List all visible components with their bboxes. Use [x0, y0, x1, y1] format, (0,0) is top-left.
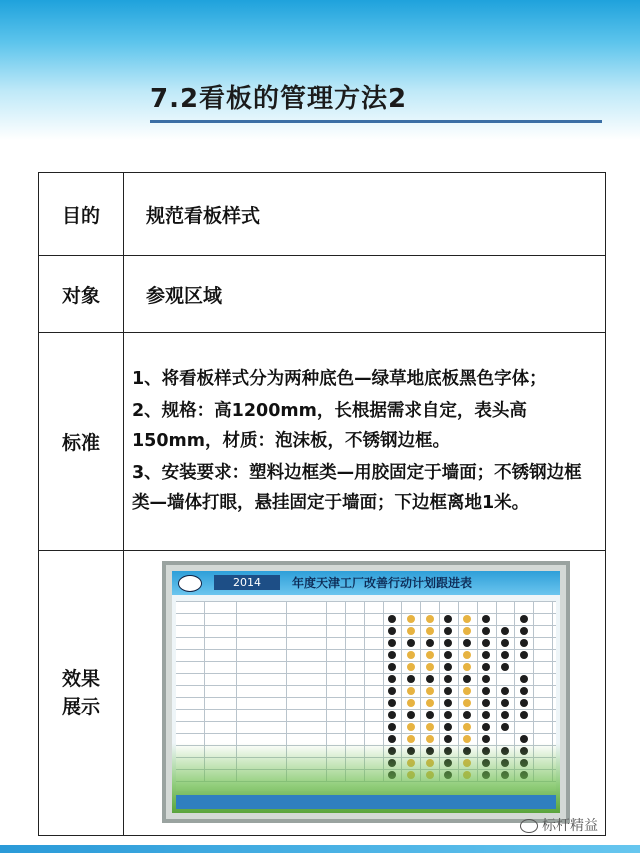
grid-line	[176, 661, 556, 662]
progress-dot	[520, 699, 528, 707]
progress-dot	[426, 675, 434, 683]
progress-dot	[407, 687, 415, 695]
table-row	[39, 551, 606, 836]
progress-dot	[501, 651, 509, 659]
grid-line	[176, 625, 556, 626]
progress-dot	[444, 615, 452, 623]
progress-dot	[407, 615, 415, 623]
progress-dot	[426, 663, 434, 671]
progress-dot	[520, 639, 528, 647]
progress-dot	[444, 675, 452, 683]
progress-dot	[426, 711, 434, 719]
progress-dot	[407, 639, 415, 647]
table-row	[39, 333, 606, 551]
progress-dot	[407, 627, 415, 635]
progress-dot	[444, 687, 452, 695]
progress-dot	[482, 711, 490, 719]
grid-line	[176, 685, 556, 686]
board-surface	[172, 571, 560, 813]
progress-dot	[482, 687, 490, 695]
progress-dot	[463, 699, 471, 707]
board-footer-strip	[176, 795, 556, 809]
progress-dot	[444, 699, 452, 707]
tracking-board-photo	[162, 561, 570, 823]
progress-dot	[463, 687, 471, 695]
grid-line	[176, 613, 556, 614]
grid-line	[176, 637, 556, 638]
progress-dot	[407, 699, 415, 707]
progress-dot	[482, 615, 490, 623]
board-year: 2014	[214, 575, 280, 590]
progress-dot	[388, 663, 396, 671]
progress-dot	[520, 627, 528, 635]
standard-item-3: 3、安装要求：塑料边框类—用胶固定于墙面；不锈钢边框类—墙体打眼，悬挂固定于墙面；下边框离地1米。	[132, 462, 582, 513]
progress-dot	[501, 723, 509, 731]
progress-dot	[463, 723, 471, 731]
bottom-accent-bar	[0, 845, 640, 853]
progress-dot	[426, 699, 434, 707]
progress-dot	[520, 651, 528, 659]
progress-dot	[520, 615, 528, 623]
progress-dot	[407, 663, 415, 671]
row-value-standard	[124, 333, 606, 551]
table-row	[39, 173, 606, 256]
progress-dot	[463, 675, 471, 683]
progress-dot	[501, 663, 509, 671]
progress-dot	[501, 699, 509, 707]
grid-line	[176, 733, 556, 734]
progress-dot	[482, 663, 490, 671]
progress-dot	[482, 723, 490, 731]
progress-dot	[444, 639, 452, 647]
grid-line	[176, 709, 556, 710]
watermark	[520, 815, 598, 835]
row-value-object: 参观区域	[124, 256, 606, 333]
grid-line	[176, 697, 556, 698]
progress-dot	[520, 687, 528, 695]
progress-dot	[444, 651, 452, 659]
progress-dot	[463, 651, 471, 659]
progress-dot	[388, 723, 396, 731]
standard-item-2: 2、规格：高1200mm，长根据需求自定，表头高150mm，材质：泡沫板，不锈钢边框。	[132, 400, 527, 451]
board-header	[172, 571, 560, 595]
progress-dot	[444, 735, 452, 743]
row-label-object: 对象	[39, 256, 124, 333]
progress-dot	[520, 675, 528, 683]
progress-dot	[426, 687, 434, 695]
progress-dot	[482, 675, 490, 683]
progress-dot	[520, 735, 528, 743]
row-label-effect: 效果 展示	[39, 551, 124, 836]
progress-dot	[463, 627, 471, 635]
progress-dot	[501, 711, 509, 719]
progress-dot	[426, 735, 434, 743]
progress-dot	[407, 723, 415, 731]
progress-dot	[444, 711, 452, 719]
progress-dot	[388, 627, 396, 635]
title-underline	[150, 120, 602, 123]
progress-dot	[520, 711, 528, 719]
progress-dot	[407, 651, 415, 659]
header-gradient-band	[0, 0, 640, 140]
progress-dot	[501, 687, 509, 695]
progress-dot	[388, 639, 396, 647]
progress-dot	[444, 627, 452, 635]
method-table	[38, 172, 606, 836]
progress-dot	[407, 735, 415, 743]
progress-dot	[482, 639, 490, 647]
grid-line	[176, 721, 556, 722]
progress-dot	[482, 651, 490, 659]
progress-dot	[463, 663, 471, 671]
slide-title: 7.2看板的管理方法2	[150, 84, 408, 114]
grid-line	[176, 673, 556, 674]
progress-dot	[463, 615, 471, 623]
progress-dot	[388, 651, 396, 659]
progress-dot	[444, 723, 452, 731]
progress-dot	[426, 639, 434, 647]
grid-line	[176, 601, 556, 602]
progress-dot	[501, 627, 509, 635]
row-value-effect	[124, 551, 606, 836]
progress-dot	[426, 627, 434, 635]
grid-line	[176, 649, 556, 650]
progress-dot	[426, 651, 434, 659]
progress-dot	[388, 699, 396, 707]
progress-dot	[463, 639, 471, 647]
progress-dot	[426, 723, 434, 731]
progress-dot	[388, 687, 396, 695]
progress-dot	[482, 735, 490, 743]
progress-dot	[482, 699, 490, 707]
progress-dot	[463, 711, 471, 719]
progress-dot	[388, 735, 396, 743]
wechat-icon	[520, 819, 538, 833]
progress-dot	[426, 615, 434, 623]
progress-dot	[388, 711, 396, 719]
progress-dot	[407, 711, 415, 719]
progress-dot	[444, 663, 452, 671]
company-logo-icon	[178, 575, 202, 592]
progress-dot	[501, 639, 509, 647]
row-value-purpose: 规范看板样式	[124, 173, 606, 256]
watermark-text: 标杆精益	[542, 818, 598, 834]
progress-dot	[482, 627, 490, 635]
row-label-standard: 标准	[39, 333, 124, 551]
progress-dot	[388, 675, 396, 683]
progress-dot	[407, 675, 415, 683]
board-title: 年度天津工厂改善行动计划跟进表	[292, 576, 473, 590]
table-row	[39, 256, 606, 333]
standard-item-1: 1、将看板样式分为两种底色—绿草地底板黑色字体；	[132, 368, 547, 389]
progress-dot	[463, 735, 471, 743]
row-label-purpose: 目的	[39, 173, 124, 256]
progress-dot	[388, 615, 396, 623]
